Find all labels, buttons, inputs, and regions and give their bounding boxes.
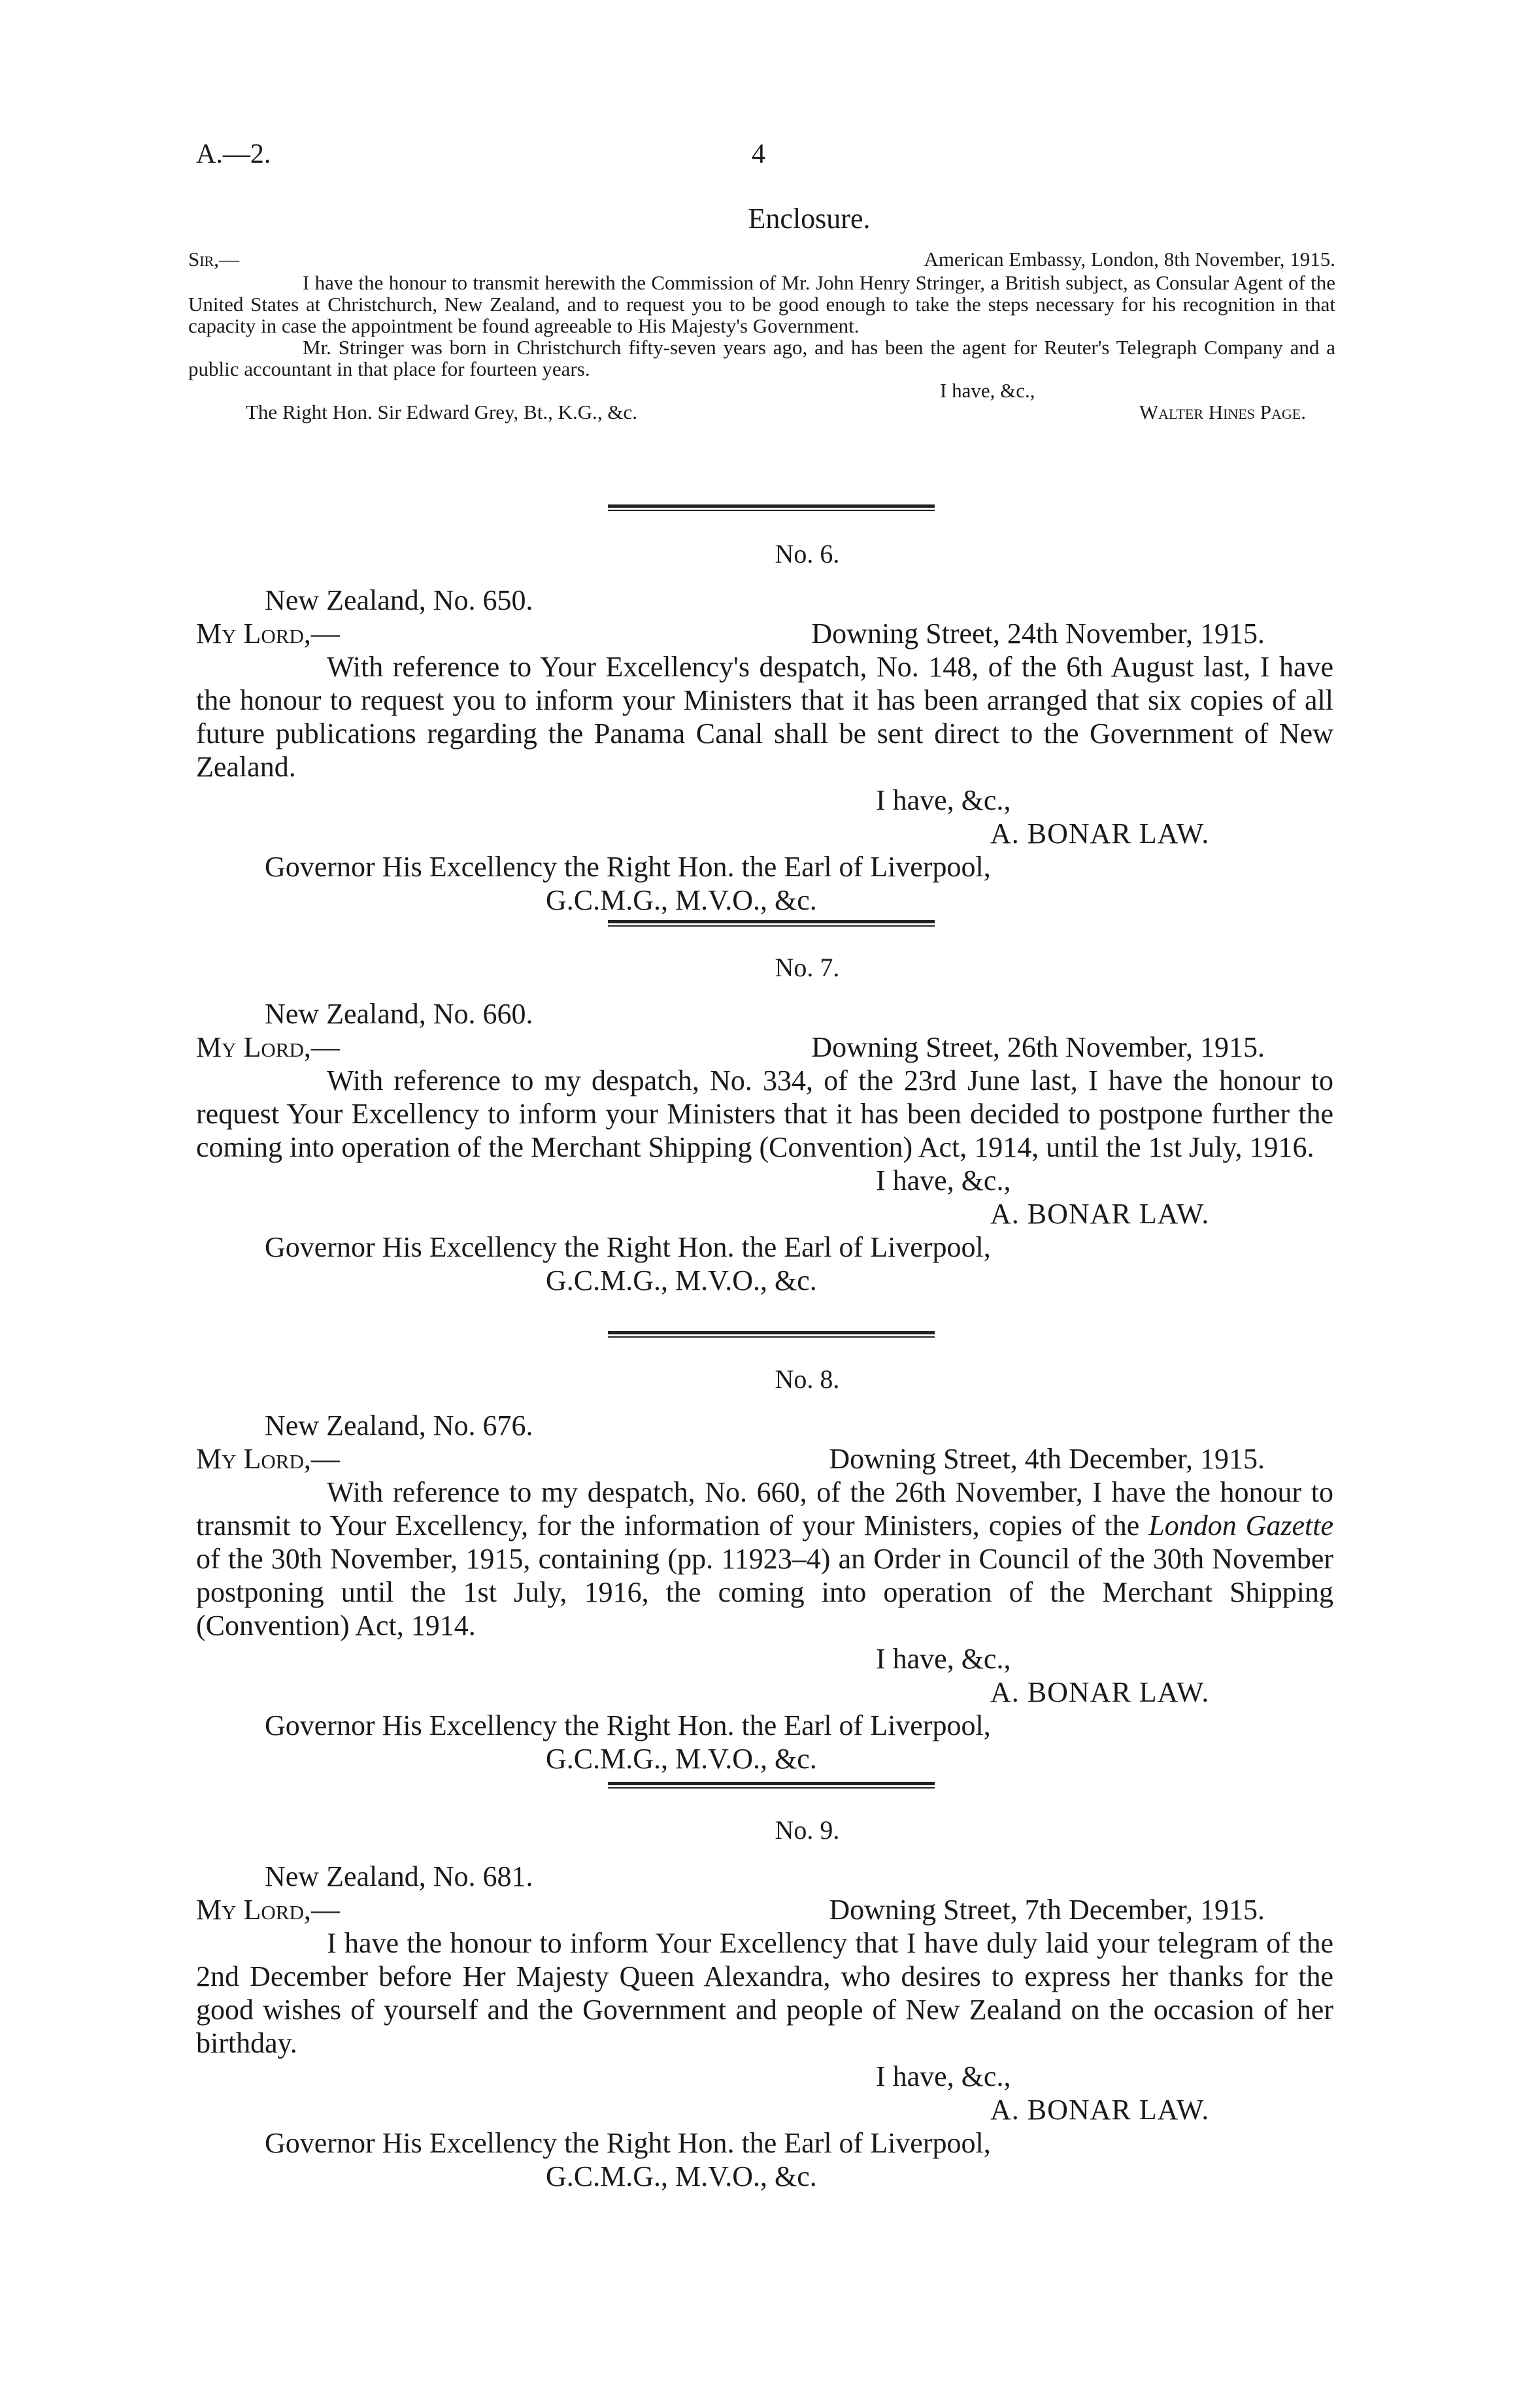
page-number: 4: [752, 139, 765, 169]
despatch-signer: A. BONAR LAW.: [990, 1198, 1210, 1230]
despatch-dateline: Downing Street, 7th December, 1915.: [829, 1894, 1265, 1926]
section-divider: [608, 504, 935, 511]
despatch-heading: [196, 1893, 1333, 1926]
section-divider: [608, 920, 935, 927]
despatch-body: [196, 1476, 1333, 1642]
despatch-number: No. 7.: [775, 953, 840, 982]
despatch-body: I have the honour to inform Your Excellency that I have duly laid your telegram of the 2nd December before Her Majesty Queen Alexandra, who desires to express her thanks for the good wishes of yourself and the Government and people of New Zealand on the occasion of her birthday.: [196, 1927, 1333, 2059]
enclosure-paragraph: Mr. Stringer was born in Christchurch fifty-seven years ago, and has been the agent for Reuter's Telegraph Company and a public accountant in that place for fourteen years.: [188, 336, 1335, 380]
despatch-addressee: Governor His Excellency the Right Hon. the Earl of Liverpool,: [265, 1709, 991, 1741]
section-divider: [608, 1331, 935, 1338]
despatch-honours: G.C.M.G., M.V.O., &c.: [546, 1743, 817, 1775]
despatch-body-text: With reference to my despatch, No. 660, of the 26th November, I have the honour to transmit to Your Excellency, for the information of your Ministers, copies of the: [196, 1476, 1333, 1542]
despatch-number: No. 8.: [775, 1364, 840, 1394]
despatch-body-text: of the 30th November, 1915, containing (pp. 11923–4) an Order in Council of the 30th November postponing until the 1st July, 1916, the coming into operation of the Merchant Shipping (Convention) Act, 1914.: [196, 1543, 1333, 1641]
despatch-salutation: My Lord,—: [196, 618, 340, 650]
despatch-number: No. 9.: [775, 1815, 840, 1845]
despatch-reference: New Zealand, No. 660.: [265, 998, 533, 1030]
despatch-honours: G.C.M.G., M.V.O., &c.: [546, 884, 817, 916]
despatch-reference: New Zealand, No. 676.: [265, 1410, 533, 1442]
despatch-signer: A. BONAR LAW.: [990, 1676, 1210, 1708]
enclosure-closing: I have, &c.,: [940, 379, 1035, 402]
enclosure-dateline: American Embassy, London, 8th November, 1915.: [924, 248, 1335, 271]
enclosure-title: Enclosure.: [748, 203, 871, 235]
despatch-addressee: Governor His Excellency the Right Hon. the Earl of Liverpool,: [265, 851, 991, 883]
despatch-salutation: My Lord,—: [196, 1443, 340, 1475]
section-divider: [608, 1782, 935, 1789]
despatch-closing: I have, &c.,: [876, 1164, 1011, 1196]
despatch-body: With reference to Your Excellency's despatch, No. 148, of the 6th August last, I have the honour to request you to inform your Ministers that it has been arranged that six copies of all future publications regarding the Panama Canal shall be sent direct to the Government of New Zealand.: [196, 651, 1333, 783]
despatch-heading: [196, 617, 1333, 650]
despatch-reference: New Zealand, No. 681.: [265, 1860, 533, 1892]
page-series-label: A.—2.: [196, 139, 271, 169]
despatch-dateline: Downing Street, 24th November, 1915.: [811, 618, 1265, 650]
despatch-heading: [196, 1031, 1333, 1064]
enclosure-paragraph: I have the honour to transmit herewith the Commission of Mr. John Henry Stringer, a British subject, as Consular Agent of the United States at Christchurch, New Zealand, and to request you to be good enough to take the steps necessary for his recognition in that capacity in case the appointment be found agreeable to His Majesty's Government.: [188, 271, 1335, 337]
despatch-salutation: My Lord,—: [196, 1894, 340, 1926]
despatch-addressee: Governor His Excellency the Right Hon. the Earl of Liverpool,: [265, 1231, 991, 1263]
despatch-signer: A. BONAR LAW.: [990, 2094, 1210, 2126]
despatch-no-7: [196, 951, 1333, 1297]
enclosure-salutation: Sir,—: [188, 248, 239, 271]
despatch-honours: G.C.M.G., M.V.O., &c.: [546, 1264, 817, 1296]
despatch-body: With reference to my despatch, No. 334, of the 23rd June last, I have the honour to request Your Excellency to inform your Ministers that it has been decided to postpone further the coming into operation of the Merchant Shipping (Convention) Act, 1914, until the 1st July, 1916.: [196, 1064, 1333, 1163]
despatch-signer: A. BONAR LAW.: [990, 817, 1210, 849]
enclosure-heading: [188, 248, 1335, 272]
despatch-number: No. 6.: [775, 539, 840, 569]
despatch-closing: I have, &c.,: [876, 784, 1011, 816]
despatch-dateline: Downing Street, 4th December, 1915.: [829, 1443, 1265, 1475]
despatch-closing: I have, &c.,: [876, 1643, 1011, 1675]
publication-title: London Gazette: [1148, 1509, 1333, 1542]
despatch-no-9: [196, 1813, 1333, 2193]
despatch-closing: I have, &c.,: [876, 2060, 1011, 2092]
despatch-addressee: Governor His Excellency the Right Hon. the Earl of Liverpool,: [265, 2127, 991, 2159]
despatch-no-8: [196, 1362, 1333, 1775]
despatch-honours: G.C.M.G., M.V.O., &c.: [546, 2160, 817, 2192]
despatch-reference: New Zealand, No. 650.: [265, 584, 533, 616]
despatch-heading: [196, 1442, 1333, 1476]
despatch-no-6: [196, 537, 1333, 917]
despatch-dateline: Downing Street, 26th November, 1915.: [811, 1031, 1265, 1063]
despatch-salutation: My Lord,—: [196, 1031, 340, 1063]
enclosure-signature: Walter Hines Page.: [1139, 401, 1306, 423]
enclosure-letter: [188, 203, 1335, 425]
enclosure-footer: [188, 401, 1335, 425]
enclosure-addressee: The Right Hon. Sir Edward Grey, Bt., K.G., &c.: [246, 401, 637, 423]
